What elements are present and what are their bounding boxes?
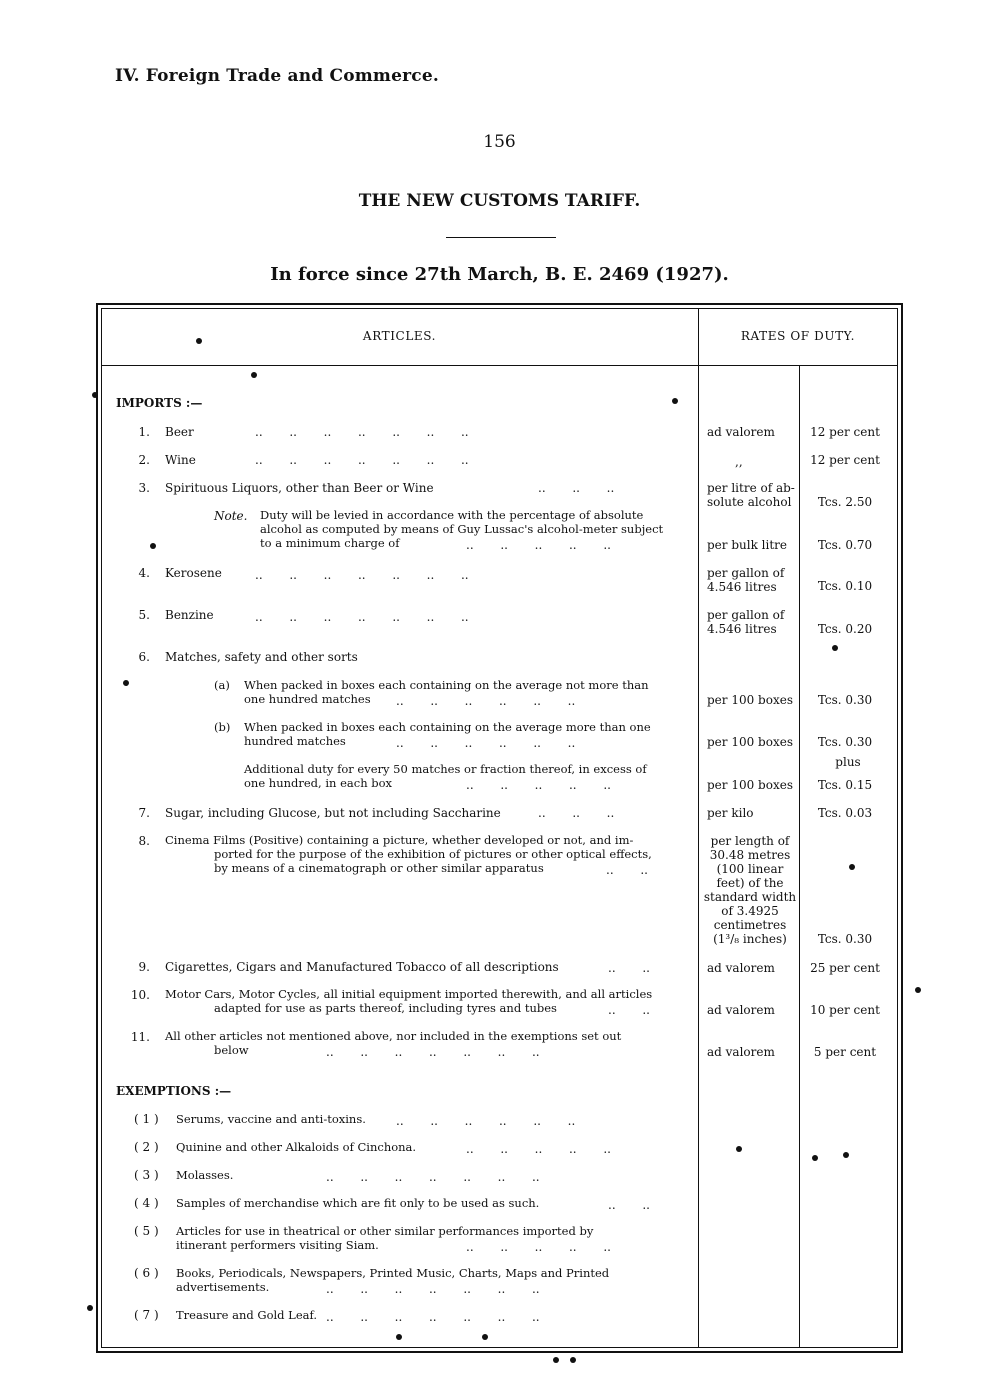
import-article: Spirituous Liquors, other than Beer or Wine bbox=[165, 481, 434, 495]
sub-item-label: (b) bbox=[214, 720, 231, 734]
speckle-mark bbox=[553, 1357, 559, 1363]
import-number: 11. bbox=[130, 1030, 150, 1044]
duty-rate: 12 per cent bbox=[810, 453, 880, 467]
leader-dots: .. .. .. .. .. .. bbox=[396, 736, 576, 750]
speckle-mark bbox=[196, 338, 202, 344]
sub-item-line: hundred matches bbox=[244, 734, 346, 748]
import-number: 8. bbox=[138, 834, 150, 848]
duty-basis: ad valorem bbox=[707, 1003, 775, 1017]
leader-dots: .. .. .. .. .. .. .. bbox=[326, 1170, 540, 1184]
import-number: 9. bbox=[138, 960, 150, 974]
import-number: 1. bbox=[138, 425, 150, 439]
import-number: 7. bbox=[138, 806, 150, 820]
duty-rate: Tcs. 0.30 bbox=[817, 735, 873, 749]
exemption-article: Treasure and Gold Leaf. bbox=[176, 1308, 317, 1322]
duty-rate: 5 per cent bbox=[813, 1045, 877, 1059]
section-heading: IV. Foreign Trade and Commerce. bbox=[115, 66, 439, 86]
duty-rate: Tcs. 0.20 bbox=[817, 622, 873, 636]
title-rule bbox=[446, 237, 556, 238]
import-article: Sugar, including Glucose, but not including Saccharine bbox=[165, 806, 501, 820]
duty-rate: 10 per cent bbox=[810, 1003, 880, 1017]
leader-dots: .. .. .. .. .. .. bbox=[396, 1114, 576, 1128]
exemption-article: Quinine and other Alkaloids of Cinchona. bbox=[176, 1140, 417, 1154]
note-label: Note. bbox=[214, 509, 248, 523]
speckle-mark bbox=[672, 398, 678, 404]
leader-dots: .. .. .. .. .. bbox=[466, 538, 611, 552]
duty-basis: ad valorem bbox=[707, 961, 775, 975]
duty-basis: per length of 30.48 metres (100 linear feet) of the standard width of 3.4925 centimetres (1³/₈ inches) bbox=[703, 834, 797, 946]
leader-dots: .. .. .. .. .. .. .. bbox=[326, 1310, 540, 1324]
speckle-mark bbox=[736, 1146, 742, 1152]
leader-dots: .. .. .. .. .. .. .. bbox=[326, 1282, 540, 1296]
speckle-mark bbox=[849, 864, 855, 870]
leader-dots: .. .. .. .. .. .. .. bbox=[326, 1045, 540, 1059]
exemption-number: ( 3 ) bbox=[134, 1168, 159, 1182]
duty-basis: per gallon of 4.546 litres bbox=[707, 566, 785, 594]
duty-basis: per gallon of 4.546 litres bbox=[707, 608, 785, 636]
tariff-table-inner-frame bbox=[101, 308, 898, 1348]
duty-basis: per litre of ab- solute alcohol bbox=[707, 481, 795, 509]
note-line: to a minimum charge of bbox=[260, 536, 400, 550]
speckle-mark bbox=[843, 1152, 849, 1158]
exemption-article: Serums, vaccine and anti-toxins. bbox=[176, 1112, 366, 1126]
imports-heading: IMPORTS :— bbox=[116, 396, 203, 410]
speckle-mark bbox=[832, 645, 838, 651]
leader-dots: .. .. bbox=[606, 863, 648, 877]
speckle-mark bbox=[482, 1334, 488, 1340]
import-article: Matches, safety and other sorts bbox=[165, 650, 358, 664]
import-number: 10. bbox=[130, 988, 150, 1002]
speckle-mark bbox=[123, 680, 129, 686]
sub-item-line: When packed in boxes each containing on the average not more than bbox=[244, 678, 649, 692]
duty-basis: per 100 boxes bbox=[707, 778, 793, 792]
duty-rate: Tcs. 0.03 bbox=[817, 806, 873, 820]
duty-basis: ,, bbox=[735, 455, 743, 469]
duty-rate: Tcs. 0.30 bbox=[817, 932, 873, 946]
column-divider-articles bbox=[698, 308, 699, 1348]
exemption-number: ( 1 ) bbox=[134, 1112, 159, 1126]
speckle-mark bbox=[915, 987, 921, 993]
duty-rate: Tcs. 0.30 bbox=[817, 693, 873, 707]
column-divider-rates bbox=[799, 365, 800, 1348]
speckle-mark bbox=[92, 392, 98, 398]
duty-basis: per bulk litre bbox=[707, 538, 788, 552]
duty-rate: Tcs. 0.70 bbox=[817, 538, 873, 552]
import-line: All other articles not mentioned above, nor included in the exemptions set out bbox=[165, 1029, 622, 1043]
import-article: Cigarettes, Cigars and Manufactured Tobacco of all descriptions bbox=[165, 960, 559, 974]
import-line: adapted for use as parts thereof, including tyres and tubes bbox=[214, 1001, 557, 1015]
import-number: 3. bbox=[138, 481, 150, 495]
exemption-number: ( 2 ) bbox=[134, 1140, 159, 1154]
leader-dots: .. .. .. .. .. bbox=[466, 1142, 611, 1156]
import-article: Beer bbox=[165, 425, 194, 439]
sub-item-label: (a) bbox=[214, 678, 230, 692]
sub-item-line: one hundred, in each box bbox=[244, 776, 393, 790]
leader-dots: .. .. bbox=[608, 961, 650, 975]
import-line: Motor Cars, Motor Cycles, all initial equipment imported therewith, and all articles bbox=[165, 987, 653, 1001]
duty-rate: Tcs. 0.10 bbox=[817, 579, 873, 593]
import-line: below bbox=[214, 1043, 249, 1057]
leader-dots: .. .. .. bbox=[538, 481, 615, 495]
duty-rate: Tcs. 0.15 bbox=[817, 778, 873, 792]
duty-rate: 25 per cent bbox=[810, 961, 880, 975]
duty-basis: ad valorem bbox=[707, 1045, 775, 1059]
column-header-articles: ARTICLES. bbox=[362, 329, 437, 343]
duty-rate: Tcs. 2.50 bbox=[817, 495, 873, 509]
import-number: 2. bbox=[138, 453, 150, 467]
document-title: THE NEW CUSTOMS TARIFF. bbox=[358, 191, 641, 211]
import-number: 5. bbox=[138, 608, 150, 622]
page-number: 156 bbox=[483, 132, 516, 152]
import-article: Wine bbox=[165, 453, 196, 467]
duty-basis: per 100 boxes bbox=[707, 735, 793, 749]
duty-basis: ad valorem bbox=[707, 425, 775, 439]
sub-item-line: Additional duty for every 50 matches or fraction thereof, in excess of bbox=[244, 762, 647, 776]
exemption-line: itinerant performers visiting Siam. bbox=[176, 1238, 379, 1252]
duty-basis: per 100 boxes bbox=[707, 693, 793, 707]
import-article: Benzine bbox=[165, 608, 214, 622]
import-number: 4. bbox=[138, 566, 150, 580]
exemption-line: Articles for use in theatrical or other similar performances imported by bbox=[176, 1224, 594, 1238]
import-article: Kerosene bbox=[165, 566, 222, 580]
exemption-article: Molasses. bbox=[176, 1168, 234, 1182]
exemption-line: advertisements. bbox=[176, 1280, 270, 1294]
exemption-number: ( 4 ) bbox=[134, 1196, 159, 1210]
exemption-line: Books, Periodicals, Newspapers, Printed Music, Charts, Maps and Printed bbox=[176, 1266, 610, 1280]
speckle-mark bbox=[87, 1305, 93, 1311]
leader-dots: .. .. .. .. .. .. .. bbox=[255, 425, 469, 439]
header-divider bbox=[101, 365, 898, 366]
speckle-mark bbox=[570, 1357, 576, 1363]
speckle-mark bbox=[150, 543, 156, 549]
exemption-number: ( 5 ) bbox=[134, 1224, 159, 1238]
import-number: 6. bbox=[138, 650, 150, 664]
exemption-number: ( 6 ) bbox=[134, 1266, 159, 1280]
leader-dots: .. .. .. .. .. .. .. bbox=[255, 453, 469, 467]
leader-dots: .. .. .. .. .. .. .. bbox=[255, 568, 469, 582]
exemption-number: ( 7 ) bbox=[134, 1308, 159, 1322]
leader-dots: .. .. bbox=[608, 1003, 650, 1017]
import-line: by means of a cinematograph or other similar apparatus bbox=[214, 861, 544, 875]
leader-dots: .. .. bbox=[608, 1198, 650, 1212]
speckle-mark bbox=[251, 372, 257, 378]
speckle-mark bbox=[812, 1155, 818, 1161]
note-line: alcohol as computed by means of Guy Lussac's alcohol-meter subject bbox=[260, 522, 664, 536]
exemptions-heading: EXEMPTIONS :— bbox=[116, 1084, 232, 1098]
speckle-mark bbox=[396, 1334, 402, 1340]
sub-item-line: one hundred matches bbox=[244, 692, 371, 706]
leader-dots: .. .. .. bbox=[538, 806, 615, 820]
leader-dots: .. .. .. .. .. .. .. bbox=[255, 610, 469, 624]
sub-item-line: When packed in boxes each containing on the average more than one bbox=[244, 720, 651, 734]
duty-rate: 12 per cent bbox=[810, 425, 880, 439]
exemption-article: Samples of merchandise which are fit only to be used as such. bbox=[176, 1196, 540, 1210]
note-line: Duty will be levied in accordance with the percentage of absolute bbox=[260, 508, 644, 522]
duty-basis: per kilo bbox=[707, 806, 754, 820]
leader-dots: .. .. .. .. .. .. bbox=[396, 694, 576, 708]
column-header-rates: RATES OF DUTY. bbox=[740, 329, 856, 343]
document-subtitle: In force since 27th March, B. E. 2469 (1927). bbox=[270, 264, 729, 285]
import-line: ported for the purpose of the exhibition of pictures or other optical effects, bbox=[214, 847, 652, 861]
duty-plus: plus bbox=[835, 755, 861, 769]
import-line: Cinema Films (Positive) containing a picture, whether developed or not, and im- bbox=[165, 833, 634, 847]
leader-dots: .. .. .. .. .. bbox=[466, 778, 611, 792]
leader-dots: .. .. .. .. .. bbox=[466, 1240, 611, 1254]
